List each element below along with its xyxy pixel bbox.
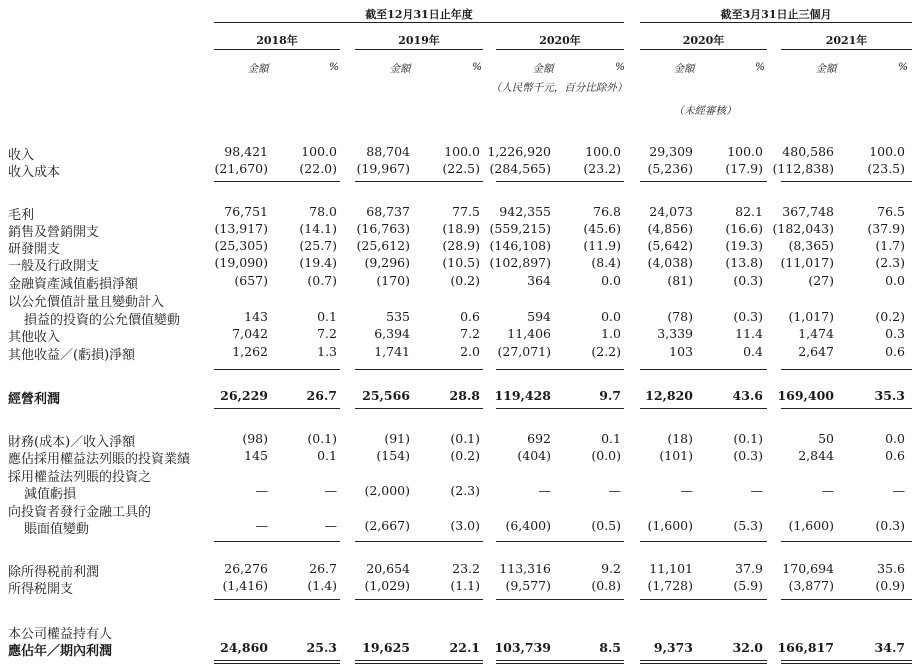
table-cell: 2,647 bbox=[798, 344, 834, 359]
table-cell: (22.5) bbox=[442, 161, 480, 176]
table-cell: 100.0 bbox=[727, 144, 763, 159]
table-cell: (19.4) bbox=[299, 255, 337, 270]
rule-line bbox=[496, 181, 624, 182]
table-cell: 103,739 bbox=[494, 640, 551, 655]
subhead-amount: 金額 bbox=[532, 63, 554, 75]
rule-line bbox=[640, 663, 767, 664]
row-label: 除所得税前利潤 bbox=[8, 565, 100, 580]
rule-line bbox=[781, 541, 912, 542]
table-cell: (8.4) bbox=[591, 255, 621, 270]
table-cell: 26,229 bbox=[220, 388, 268, 403]
table-cell: 1.3 bbox=[317, 344, 337, 359]
table-cell: (27,071) bbox=[497, 344, 551, 359]
table-cell: (78) bbox=[667, 309, 693, 324]
table-cell: 2.0 bbox=[460, 344, 480, 359]
table-cell: 29,309 bbox=[649, 144, 693, 159]
table-cell: (5,236) bbox=[647, 161, 693, 176]
table-cell: (146,108) bbox=[489, 238, 551, 253]
table-cell: (13.8) bbox=[725, 255, 763, 270]
table-cell: (98) bbox=[242, 431, 268, 446]
table-cell: (17.9) bbox=[725, 161, 763, 176]
table-cell: 34.7 bbox=[874, 640, 905, 655]
table-cell: 7,042 bbox=[232, 326, 268, 341]
table-cell: (170) bbox=[376, 273, 410, 288]
table-cell: 0.1 bbox=[317, 448, 337, 463]
table-cell: 143 bbox=[244, 309, 268, 324]
table-cell: (0.0) bbox=[591, 448, 621, 463]
table-cell: 0.6 bbox=[885, 448, 905, 463]
row-label: 收入 bbox=[8, 148, 35, 163]
row-label: 一般及行政開支 bbox=[8, 259, 100, 274]
table-cell: 103 bbox=[669, 344, 693, 359]
table-cell: (18) bbox=[667, 431, 693, 446]
row-label: 其他收益／(虧損)淨額 bbox=[8, 348, 136, 363]
table-cell: (2,667) bbox=[364, 518, 410, 533]
table-cell: (0.3) bbox=[733, 448, 763, 463]
table-cell: (3,877) bbox=[788, 578, 834, 593]
table-cell: 35.3 bbox=[874, 388, 905, 403]
table-cell: (19,090) bbox=[214, 255, 268, 270]
table-cell: 77.5 bbox=[452, 204, 480, 219]
rule-line bbox=[214, 408, 340, 409]
table-cell: 7.2 bbox=[317, 326, 337, 341]
table-cell: 11,101 bbox=[649, 561, 693, 576]
table-cell: — bbox=[255, 518, 268, 533]
table-cell: (91) bbox=[384, 431, 410, 446]
table-cell: (5,642) bbox=[647, 238, 693, 253]
rule-line bbox=[214, 541, 340, 542]
table-cell: (28.9) bbox=[442, 238, 480, 253]
row-label: 向投資者發行金融工具的 bbox=[8, 505, 152, 520]
table-cell: (404) bbox=[517, 448, 551, 463]
rule-line bbox=[355, 408, 483, 409]
table-cell: (10.5) bbox=[442, 255, 480, 270]
table-cell: (3.0) bbox=[450, 518, 480, 533]
table-cell: 692 bbox=[527, 431, 551, 446]
table-cell: 0.4 bbox=[743, 344, 763, 359]
table-cell: (9,296) bbox=[364, 255, 410, 270]
table-cell: 9,373 bbox=[653, 640, 693, 655]
table-cell: (21,670) bbox=[214, 161, 268, 176]
year-underline bbox=[781, 49, 912, 50]
table-cell: 113,316 bbox=[499, 561, 551, 576]
table-cell: 170,694 bbox=[782, 561, 834, 576]
subhead-pct: % bbox=[329, 61, 339, 73]
table-cell: (1.1) bbox=[450, 578, 480, 593]
table-cell: 0.6 bbox=[460, 309, 480, 324]
table-cell: (0.9) bbox=[875, 578, 905, 593]
table-cell: (16.6) bbox=[725, 221, 763, 236]
table-cell: (112,838) bbox=[772, 161, 834, 176]
table-cell: (0.8) bbox=[591, 578, 621, 593]
rule-line bbox=[496, 541, 624, 542]
row-label: 應佔年／期內利潤 bbox=[8, 644, 113, 659]
table-cell: (0.1) bbox=[733, 431, 763, 446]
rule-line bbox=[781, 181, 912, 182]
table-cell: 9.2 bbox=[601, 561, 621, 576]
table-cell: (102,897) bbox=[489, 255, 551, 270]
table-cell: 98,421 bbox=[224, 144, 268, 159]
rule-line bbox=[781, 369, 912, 370]
table-cell: (1,600) bbox=[788, 518, 834, 533]
table-cell: (5.3) bbox=[733, 518, 763, 533]
table-cell: (1.7) bbox=[875, 238, 905, 253]
row-label: 金融資產減值虧損淨額 bbox=[8, 277, 139, 292]
table-cell: 26.7 bbox=[306, 388, 337, 403]
table-cell: 22.1 bbox=[449, 640, 480, 655]
subhead-pct: % bbox=[472, 61, 482, 73]
table-cell: 2,844 bbox=[798, 448, 834, 463]
table-cell: (1.4) bbox=[307, 578, 337, 593]
rule-line bbox=[214, 369, 340, 370]
table-cell: — bbox=[255, 483, 268, 498]
table-cell: — bbox=[608, 483, 621, 498]
table-cell: 169,400 bbox=[777, 388, 834, 403]
rule-line bbox=[640, 541, 767, 542]
table-cell: — bbox=[750, 483, 763, 498]
rule-line bbox=[640, 181, 767, 182]
rule-line bbox=[640, 369, 767, 370]
row-label: 收入成本 bbox=[8, 165, 61, 180]
table-cell: 23.2 bbox=[452, 561, 480, 576]
table-cell: (1,029) bbox=[364, 578, 410, 593]
table-cell: (23.5) bbox=[867, 161, 905, 176]
table-cell: 76.5 bbox=[877, 204, 905, 219]
row-label: 本公司權益持有人 bbox=[8, 627, 113, 642]
table-cell: (2.2) bbox=[591, 344, 621, 359]
row-label: 財務(成本)／收入淨額 bbox=[8, 435, 136, 450]
table-cell: (6,400) bbox=[505, 518, 551, 533]
table-cell: (2.3) bbox=[450, 483, 480, 498]
year-underline bbox=[355, 49, 483, 50]
year-underline bbox=[640, 49, 767, 50]
row-label: 研發開支 bbox=[8, 242, 61, 257]
table-cell: (0.1) bbox=[307, 431, 337, 446]
table-cell: (11,017) bbox=[780, 255, 834, 270]
table-cell: (5.9) bbox=[733, 578, 763, 593]
table-cell: — bbox=[324, 483, 337, 498]
unaudited-note: （未經審核） bbox=[673, 105, 737, 117]
group-underline-quarter bbox=[640, 22, 912, 23]
table-cell: 6,394 bbox=[374, 326, 410, 341]
table-cell: 19,625 bbox=[362, 640, 410, 655]
table-cell: 0.1 bbox=[317, 309, 337, 324]
row-label: 其他收入 bbox=[8, 330, 61, 345]
table-cell: 35.6 bbox=[877, 561, 905, 576]
table-cell: (1,017) bbox=[788, 309, 834, 324]
table-cell: (284,565) bbox=[489, 161, 551, 176]
rule-line bbox=[496, 660, 624, 661]
rule-line bbox=[496, 663, 624, 664]
table-cell: 50 bbox=[818, 431, 834, 446]
table-cell: 100.0 bbox=[585, 144, 621, 159]
row-label: 經營利潤 bbox=[8, 392, 61, 407]
year-header: 2020年 bbox=[539, 34, 581, 47]
table-cell: (13,917) bbox=[214, 221, 268, 236]
table-cell: 145 bbox=[244, 448, 268, 463]
table-cell: 26.7 bbox=[309, 561, 337, 576]
header-years-group: 截至12月31日止年度 bbox=[365, 8, 473, 21]
table-cell: 3,339 bbox=[657, 326, 693, 341]
table-cell: (9,577) bbox=[505, 578, 551, 593]
table-cell: 100.0 bbox=[301, 144, 337, 159]
table-cell: 166,817 bbox=[777, 640, 834, 655]
rule-line bbox=[355, 181, 483, 182]
rule-line bbox=[214, 663, 340, 664]
rule-line bbox=[781, 663, 912, 664]
subhead-amount: 金額 bbox=[815, 63, 837, 75]
table-cell: (1,728) bbox=[647, 578, 693, 593]
rule-line bbox=[640, 408, 767, 409]
table-cell: (37.9) bbox=[867, 221, 905, 236]
subhead-pct: % bbox=[755, 61, 765, 73]
table-cell: 100.0 bbox=[444, 144, 480, 159]
rule-line bbox=[781, 408, 912, 409]
table-cell: (8,365) bbox=[788, 238, 834, 253]
rule-line bbox=[355, 599, 483, 600]
table-cell: (22.0) bbox=[299, 161, 337, 176]
row-label: 應佔採用權益法列賬的投資業績 bbox=[8, 452, 191, 467]
table-cell: (27) bbox=[808, 273, 834, 288]
year-underline bbox=[496, 49, 624, 50]
year-header: 2021年 bbox=[825, 34, 868, 47]
table-cell: 942,355 bbox=[499, 204, 551, 219]
year-header: 2018年 bbox=[256, 34, 298, 47]
rule-line bbox=[640, 660, 767, 661]
table-cell: 7.2 bbox=[460, 326, 480, 341]
row-label: 損益的投資的公允價值變動 bbox=[24, 313, 181, 328]
table-cell: 364 bbox=[527, 273, 551, 288]
table-cell: (0.2) bbox=[450, 448, 480, 463]
table-cell: (4,038) bbox=[647, 255, 693, 270]
table-cell: 25.3 bbox=[306, 640, 337, 655]
row-label: 採用權益法列賬的投資之 bbox=[8, 470, 152, 485]
rule-line bbox=[496, 599, 624, 600]
rule-line bbox=[781, 599, 912, 600]
rule-line bbox=[355, 660, 483, 661]
rule-line bbox=[355, 663, 483, 664]
row-label: 賬面值變動 bbox=[24, 522, 90, 537]
table-cell: 1,226,920 bbox=[487, 144, 551, 159]
rule-line bbox=[214, 181, 340, 182]
table-cell: (101) bbox=[659, 448, 693, 463]
year-header: 2019年 bbox=[398, 34, 440, 47]
rule-line bbox=[781, 660, 912, 661]
row-label: 毛利 bbox=[8, 208, 35, 223]
table-cell: 25,566 bbox=[362, 388, 410, 403]
rule-line bbox=[496, 408, 624, 409]
table-cell: 0.0 bbox=[885, 431, 905, 446]
rule-line bbox=[640, 599, 767, 600]
table-cell: (0.3) bbox=[875, 518, 905, 533]
header-quarter-group: 截至3月31日止三個月 bbox=[720, 8, 832, 21]
table-cell: 367,748 bbox=[782, 204, 834, 219]
table-cell: (18.9) bbox=[442, 221, 480, 236]
table-cell: (19,967) bbox=[356, 161, 410, 176]
table-cell: (0.7) bbox=[307, 273, 337, 288]
table-cell: 43.6 bbox=[732, 388, 763, 403]
table-cell: 37.9 bbox=[735, 561, 763, 576]
table-cell: (14.1) bbox=[299, 221, 337, 236]
table-cell: — bbox=[821, 483, 834, 498]
year-underline bbox=[214, 49, 340, 50]
table-cell: 82.1 bbox=[735, 204, 763, 219]
table-cell: 76,751 bbox=[224, 204, 268, 219]
table-cell: (4,856) bbox=[647, 221, 693, 236]
table-cell: 1.0 bbox=[601, 326, 621, 341]
table-cell: (1,416) bbox=[222, 578, 268, 593]
table-cell: (182,043) bbox=[772, 221, 834, 236]
group-underline-years bbox=[214, 22, 624, 23]
subhead-pct: % bbox=[615, 61, 625, 73]
table-cell: (23.2) bbox=[583, 161, 621, 176]
subhead-amount: 金額 bbox=[389, 63, 411, 75]
table-cell: — bbox=[892, 483, 905, 498]
table-cell: (25.7) bbox=[299, 238, 337, 253]
subhead-amount: 金額 bbox=[673, 63, 695, 75]
table-cell: 76.8 bbox=[593, 204, 621, 219]
table-cell: — bbox=[538, 483, 551, 498]
table-cell: 9.7 bbox=[599, 388, 621, 403]
table-cell: (0.2) bbox=[875, 309, 905, 324]
table-cell: 1,262 bbox=[232, 344, 268, 359]
table-cell: (1,600) bbox=[647, 518, 693, 533]
table-cell: 1,741 bbox=[374, 344, 410, 359]
table-cell: (154) bbox=[376, 448, 410, 463]
table-cell: 0.0 bbox=[601, 273, 621, 288]
table-cell: (25,612) bbox=[356, 238, 410, 253]
table-cell: 28.8 bbox=[449, 388, 480, 403]
table-cell: — bbox=[324, 518, 337, 533]
table-cell: (16,763) bbox=[356, 221, 410, 236]
subhead-pct: % bbox=[898, 61, 908, 73]
table-cell: 11,406 bbox=[507, 326, 551, 341]
table-cell: 0.1 bbox=[601, 431, 621, 446]
table-cell: (0.1) bbox=[450, 431, 480, 446]
table-cell: (0.3) bbox=[733, 309, 763, 324]
unit-note: （人民幣千元，百分比除外） bbox=[490, 82, 628, 94]
table-cell: 594 bbox=[527, 309, 551, 324]
table-cell: 535 bbox=[386, 309, 410, 324]
table-cell: 68,737 bbox=[366, 204, 410, 219]
rule-line bbox=[214, 599, 340, 600]
table-cell: 0.0 bbox=[601, 309, 621, 324]
table-cell: (559,215) bbox=[489, 221, 551, 236]
rule-line bbox=[214, 660, 340, 661]
table-cell: (45.6) bbox=[583, 221, 621, 236]
row-label: 銷售及營銷開支 bbox=[8, 225, 100, 240]
table-cell: 88,704 bbox=[366, 144, 410, 159]
table-cell: (2,000) bbox=[364, 483, 410, 498]
table-cell: 0.6 bbox=[885, 344, 905, 359]
table-cell: (25,305) bbox=[214, 238, 268, 253]
table-cell: 24,860 bbox=[220, 640, 268, 655]
table-cell: (0.5) bbox=[591, 518, 621, 533]
table-cell: — bbox=[680, 483, 693, 498]
row-label: 以公允價值計量且變動計入 bbox=[8, 295, 165, 310]
table-cell: 78.0 bbox=[309, 204, 337, 219]
table-cell: 20,654 bbox=[366, 561, 410, 576]
table-cell: 11.4 bbox=[735, 326, 763, 341]
table-cell: 119,428 bbox=[494, 388, 551, 403]
table-cell: 0.3 bbox=[885, 326, 905, 341]
table-cell: 8.5 bbox=[599, 640, 621, 655]
table-cell: 100.0 bbox=[869, 144, 905, 159]
rule-line bbox=[355, 541, 483, 542]
table-cell: (0.2) bbox=[450, 273, 480, 288]
table-cell: (657) bbox=[234, 273, 268, 288]
table-cell: 32.0 bbox=[732, 640, 763, 655]
table-cell: 0.0 bbox=[885, 273, 905, 288]
row-label: 減值虧損 bbox=[24, 487, 77, 502]
rule-line bbox=[355, 369, 483, 370]
table-cell: (0.3) bbox=[733, 273, 763, 288]
row-label: 所得税開支 bbox=[8, 582, 74, 597]
subhead-amount: 金額 bbox=[247, 63, 269, 75]
rule-line bbox=[496, 369, 624, 370]
year-header: 2020年 bbox=[682, 34, 725, 47]
table-cell: (19.3) bbox=[725, 238, 763, 253]
table-cell: 1,474 bbox=[798, 326, 834, 341]
table-cell: 24,073 bbox=[649, 204, 693, 219]
table-cell: 480,586 bbox=[782, 144, 834, 159]
table-cell: (11.9) bbox=[583, 238, 621, 253]
table-cell: (81) bbox=[667, 273, 693, 288]
table-cell: 12,820 bbox=[645, 388, 693, 403]
table-cell: (2.3) bbox=[875, 255, 905, 270]
table-cell: 26,276 bbox=[224, 561, 268, 576]
